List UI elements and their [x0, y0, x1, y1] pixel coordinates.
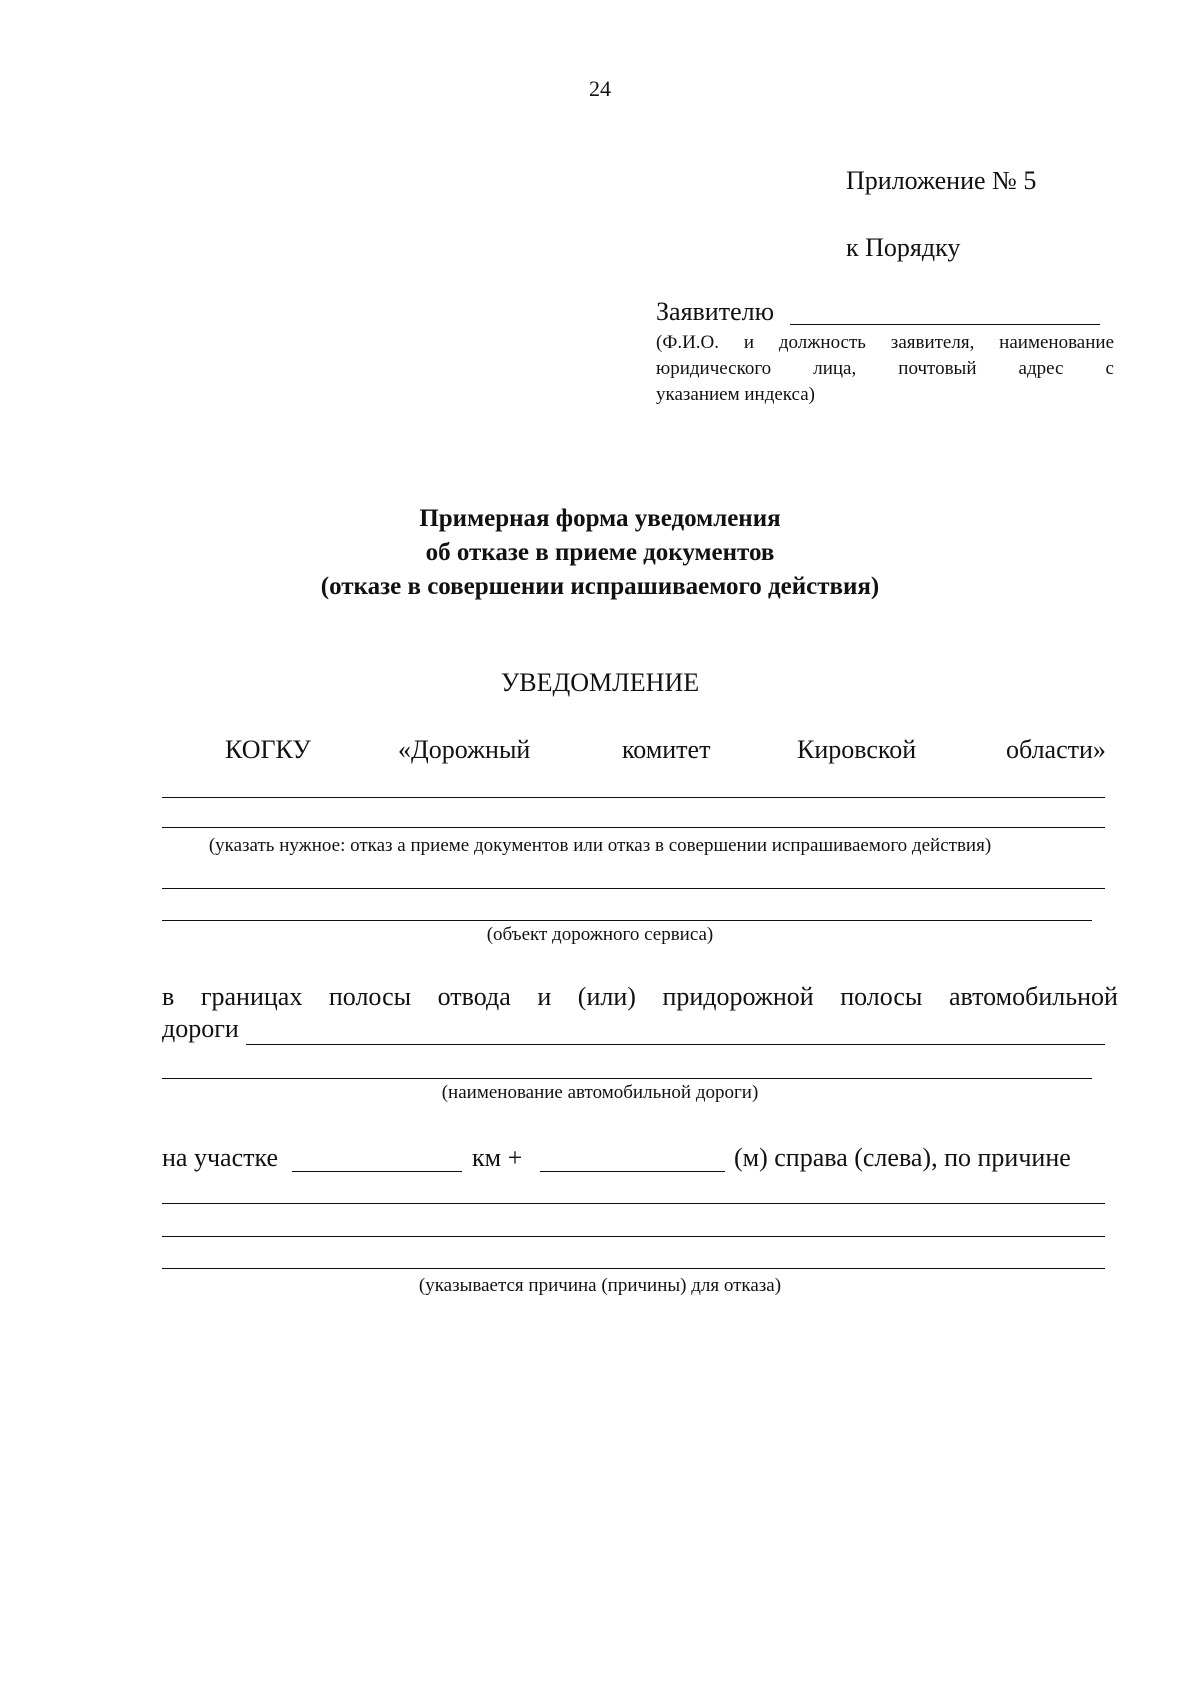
boundary-word: в	[162, 982, 175, 1011]
org-word: КОГКУ	[225, 735, 311, 764]
m-blank-line	[540, 1171, 725, 1172]
notice-heading: УВЕДОМЛЕНИЕ	[500, 668, 700, 697]
section-prefix: на участке	[162, 1143, 278, 1172]
blank-line	[162, 1078, 1092, 1079]
form-title-line: (отказе в совершении испрашиваемого действия)	[320, 573, 880, 600]
applicant-note-line: (Ф.И.О. и должность заявителя, наименование	[656, 332, 1114, 353]
road-prefix: дороги	[162, 1014, 239, 1043]
applicant-note-line: указанием индекса)	[656, 384, 815, 405]
org-word: области»	[1006, 735, 1106, 764]
blank-line	[162, 1268, 1105, 1269]
km-blank-line	[292, 1171, 462, 1172]
appendix-label: Приложение № 5	[846, 166, 1037, 195]
applicant-note-line: юридического лица, почтовый адрес с	[656, 358, 1114, 379]
boundary-line	[162, 982, 1118, 1012]
page-number: 24	[589, 76, 611, 101]
applicant-blank-line	[790, 324, 1100, 325]
caption-road-name: (наименование автомобильной дороги)	[441, 1082, 759, 1103]
applicant-note	[656, 330, 1114, 408]
org-word: «Дорожный	[398, 735, 531, 764]
boundary-word: границах	[200, 982, 303, 1011]
boundary-word: (или)	[577, 982, 636, 1011]
org-word: Кировской	[797, 735, 917, 764]
caption-service-object: (объект дорожного сервиса)	[486, 924, 714, 945]
km-label: км +	[472, 1143, 523, 1172]
blank-line	[162, 1203, 1105, 1204]
boundary-word: придорожной	[662, 982, 814, 1011]
blank-line	[162, 797, 1105, 798]
blank-line	[162, 1236, 1105, 1237]
section-suffix: (м) справа (слева), по причине	[734, 1143, 1071, 1172]
blank-line	[162, 827, 1105, 828]
boundary-word: полосы	[328, 982, 412, 1011]
org-word: комитет	[622, 735, 711, 764]
boundary-word: автомобильной	[948, 982, 1118, 1011]
boundary-word: и	[537, 982, 552, 1011]
blank-line	[246, 1044, 1105, 1045]
blank-line	[162, 920, 1092, 921]
form-title	[0, 502, 1200, 604]
blank-line	[162, 888, 1105, 889]
boundary-word: отвода	[437, 982, 511, 1011]
appendix-subtitle: к Порядку	[846, 233, 961, 262]
boundary-word: полосы	[840, 982, 923, 1011]
caption-refusal-type: (указать нужное: отказ а приеме документов или отказ в совершении испрашиваемого действия)	[208, 835, 992, 856]
form-title-line: об отказе в приеме документов	[425, 539, 775, 566]
caption-reason: (указывается причина (причины) для отказа)	[418, 1275, 782, 1296]
form-title-line: Примерная форма уведомления	[419, 505, 781, 532]
applicant-label: Заявителю	[656, 297, 775, 326]
